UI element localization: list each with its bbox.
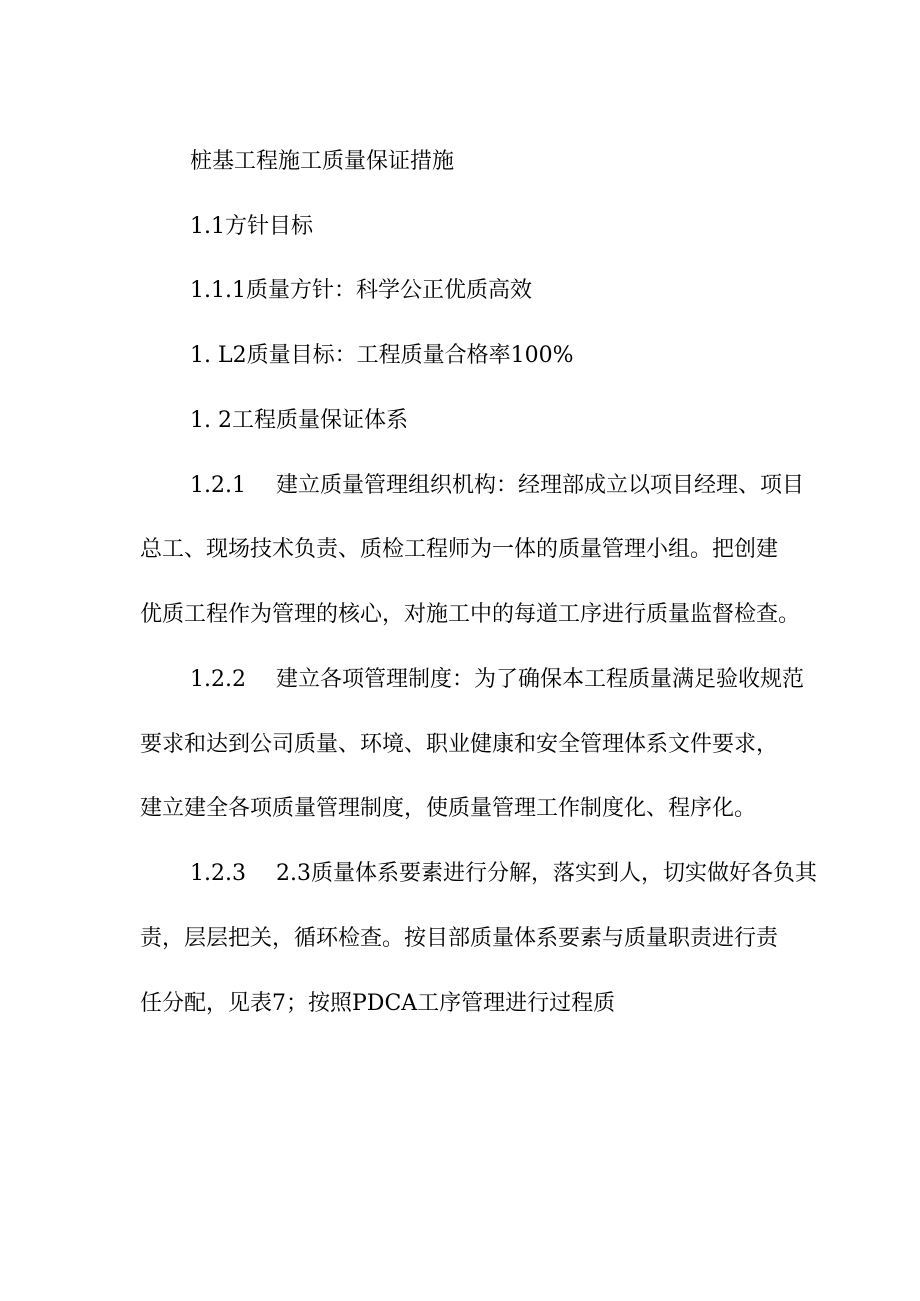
- document-title: 桩基工程施工质量保证措施: [190, 149, 455, 174]
- paragraph-1-2-3-line-3: 任分配，见表7；按照PDCA工序管理进行过程质: [140, 991, 616, 1016]
- paragraph-1-2-3-line-1: [190, 859, 817, 889]
- paragraph-1-2-3-line-2: 责，层层把关，循环检查。按目部质量体系要素与质量职责进行责: [140, 926, 779, 951]
- paragraph-text: 2.3质量体系要素进行分解，落实到人，切实做好各负其: [275, 861, 817, 886]
- paragraph-number: 1.2.2: [190, 667, 246, 692]
- paragraph-number: 1.2.3: [190, 861, 246, 886]
- paragraph-1-2-1-line-2: 总工、现场技术负责、质检工程师为一体的质量管理小组。把创建: [140, 537, 779, 562]
- paragraph-text: 建立质量管理组织机构：经理部成立以项目经理、项目: [275, 473, 804, 498]
- paragraph-1-2-2-line-2: 要求和达到公司质量、环境、职业健康和安全管理体系文件要求，: [140, 732, 779, 757]
- item-1-1-2: 1. L2质量目标：工程质量合格率100%: [190, 343, 574, 368]
- heading-1-1: 1.1方针目标: [190, 214, 313, 239]
- paragraph-number: 1.2.1: [190, 473, 246, 498]
- paragraph-text: 建立各项管理制度：为了确保本工程质量满足验收规范: [275, 667, 804, 692]
- paragraph-1-2-2-line-3: 建立建全各项质量管理制度，使质量管理工作制度化、程序化。: [140, 796, 757, 821]
- heading-1-2: 1. 2工程质量保证体系: [190, 408, 408, 433]
- paragraph-1-2-2-line-1: [190, 665, 804, 695]
- paragraph-1-2-1-line-1: [190, 471, 804, 501]
- paragraph-1-2-1-line-3: 优质工程作为管理的核心，对施工中的每道工序进行质量监督检查。: [140, 602, 801, 627]
- item-1-1-1: 1.1.1质量方针：科学公正优质高效: [190, 278, 532, 303]
